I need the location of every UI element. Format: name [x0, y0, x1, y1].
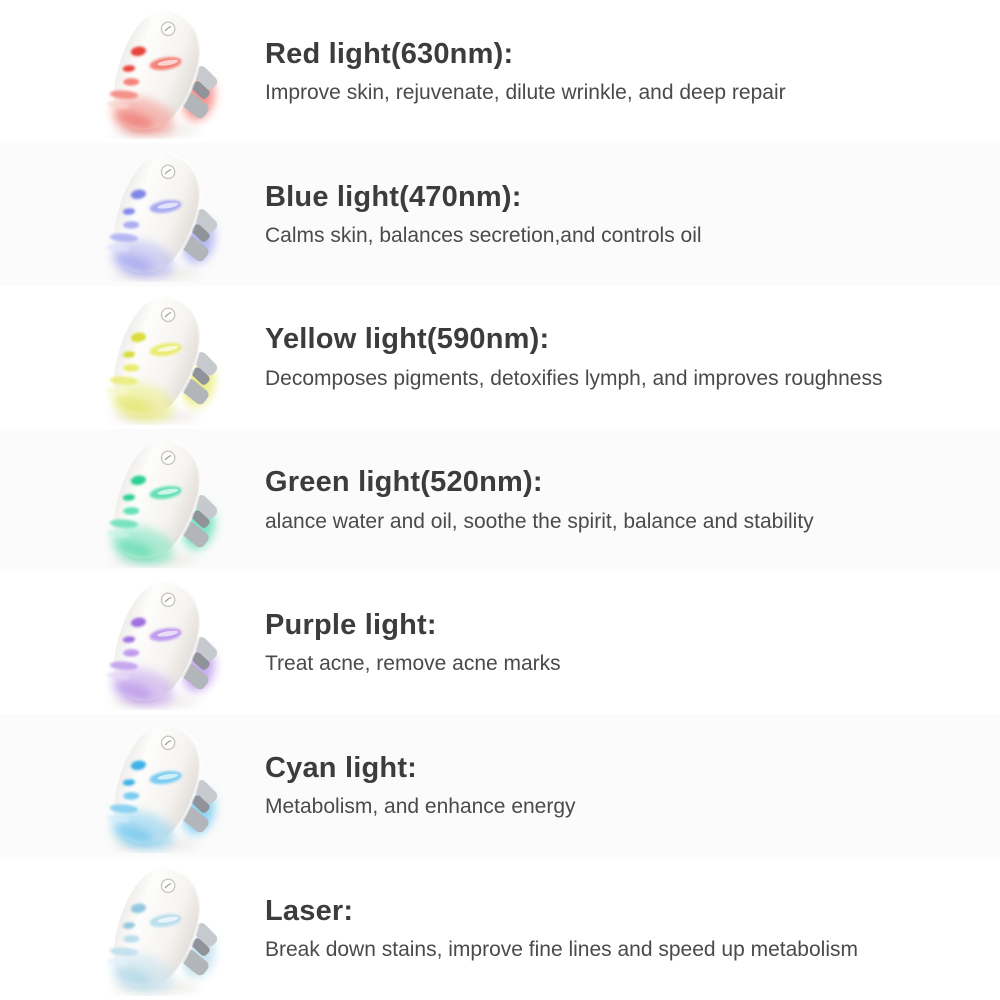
feature-text: [265, 714, 1000, 857]
feature-description: Improve skin, rejuvenate, dilute wrinkle, and deep repair: [265, 81, 786, 104]
feature-row: [0, 286, 1000, 429]
mask-photo: [0, 714, 265, 857]
feature-text: [265, 429, 1000, 572]
feature-description: Treat acne, remove acne marks: [265, 652, 561, 676]
feature-row: [0, 571, 1000, 714]
feature-title: Green light(520nm):: [265, 466, 543, 499]
led-mask-image: [73, 4, 235, 139]
feature-row: [0, 0, 1000, 143]
feature-title: Blue light(470nm):: [265, 180, 522, 213]
led-mask-image: [73, 575, 235, 710]
led-mask-image: [73, 861, 235, 996]
feature-text: [265, 857, 1000, 1000]
mask-photo: [0, 286, 265, 429]
feature-row: [0, 143, 1000, 286]
feature-description: Metabolism, and enhance energy: [265, 795, 576, 819]
led-mask-image: [73, 290, 235, 425]
mask-photo: [0, 143, 265, 286]
feature-description: Decomposes pigments, detoxifies lymph, and improves roughness: [265, 366, 883, 390]
mask-photo: [0, 0, 265, 143]
feature-title: Red light(630nm):: [265, 37, 514, 70]
feature-description: Break down stains, improve fine lines and speed up metabolism: [265, 938, 858, 962]
led-mask-image: [73, 147, 235, 282]
feature-description: Calms skin, balances secretion,and controls oil: [265, 223, 702, 247]
mask-photo: [0, 571, 265, 714]
feature-title: Laser:: [265, 894, 354, 927]
feature-text: [265, 143, 1000, 286]
feature-row: [0, 429, 1000, 572]
feature-title: Purple light:: [265, 609, 437, 642]
feature-text: [265, 286, 1000, 429]
feature-text: [265, 571, 1000, 714]
feature-row: [0, 714, 1000, 857]
feature-text: [265, 0, 1000, 143]
mask-photo: [0, 429, 265, 572]
feature-title: Cyan light:: [265, 751, 418, 784]
feature-title: Yellow light(590nm):: [265, 323, 550, 356]
mask-photo: [0, 857, 265, 1000]
led-mask-image: [73, 718, 235, 853]
feature-description: alance water and oil, soothe the spirit, balance and stability: [265, 509, 814, 533]
feature-row: [0, 857, 1000, 1000]
led-mask-image: [73, 433, 235, 568]
